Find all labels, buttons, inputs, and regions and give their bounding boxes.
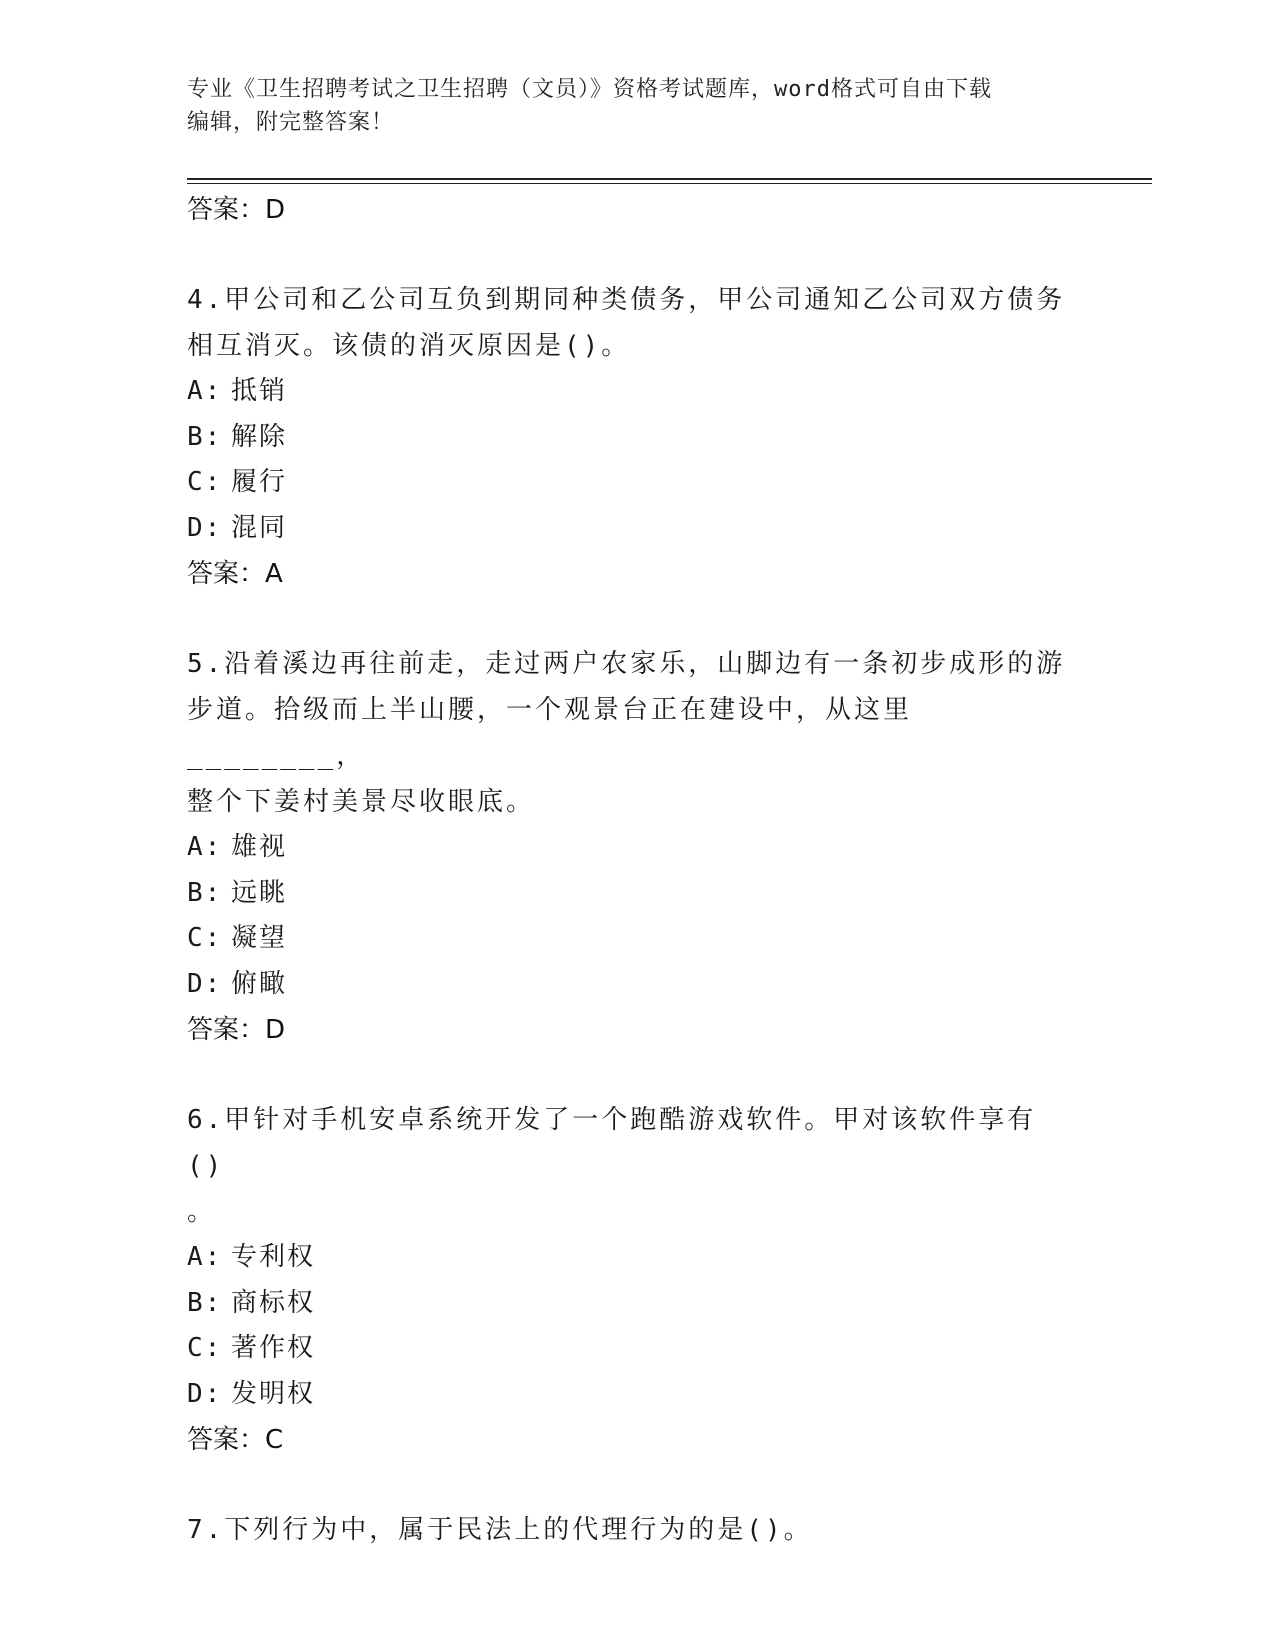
answer-label: 答案： [187,195,266,225]
spacer [187,233,1067,277]
option-text: 俯瞰 [231,968,288,999]
answer-line [187,1417,1067,1463]
question-6-text [187,1097,1067,1235]
option-key: D: [187,1378,223,1409]
option-key: B: [187,877,223,908]
option-text: 著作权 [231,1333,316,1363]
option-text: 解除 [231,421,288,452]
question-line: 5.沿着溪边再往前走，走过两户农家乐，山脚边有一条初步成形的游 [187,649,1066,679]
option-key: D: [187,968,223,999]
option-key: C: [187,1333,223,1363]
header-rule-thin [187,183,1152,184]
spacer [187,597,1067,641]
option-text: 发明权 [231,1378,316,1409]
option-a [187,369,1067,415]
question-7-text [187,1507,1067,1553]
answer-line [187,1007,1067,1053]
option-b [187,871,1067,917]
answer-label: 答案： [187,1425,266,1455]
option-b [187,1281,1067,1327]
option-key: B: [187,1287,223,1318]
option-text: 远眺 [231,877,288,908]
question-line: 步道。拾级而上半山腰，一个观景台正在建设中，从这里________， [187,695,913,771]
question-line: 6.甲针对手机安卓系统开发了一个跑酷游戏软件。甲对该软件享有() [187,1105,1037,1181]
question-line: 7.下列行为中，属于民法上的代理行为的是()。 [187,1515,813,1545]
option-c [187,1326,1067,1372]
question-5-text [187,641,1067,825]
option-key: A: [187,832,223,862]
header-line-1: 专业《卫生招聘考试之卫生招聘（文员）》资格考试题库，word格式可自由下载 [187,77,992,102]
option-key: D: [187,512,223,543]
option-key: C: [187,923,223,953]
option-key: A: [187,1242,223,1272]
option-key: C: [187,467,223,497]
option-c [187,460,1067,506]
option-text: 混同 [231,512,288,543]
answer-value: D [265,1015,286,1045]
option-d [187,506,1067,552]
question-line: 4.甲公司和乙公司互负到期同种类债务，甲公司通知乙公司双方债务 [187,285,1066,315]
option-a [187,1235,1067,1281]
option-key: A: [187,376,223,406]
answer-line [187,187,1067,233]
answer-value: D [265,195,286,225]
option-d [187,962,1067,1008]
question-line: 相互消灭。该债的消灭原因是()。 [187,331,631,361]
option-key: B: [187,421,223,452]
question-line: 。 [187,1197,217,1227]
question-line: 整个下姜村美景尽收眼底。 [187,787,536,817]
spacer [187,1053,1067,1097]
answer-label: 答案： [187,559,266,589]
option-text: 凝望 [231,923,288,953]
answer-value: A [265,559,283,589]
header-rule-thick [187,178,1152,180]
document-header [187,73,1077,139]
option-a [187,825,1067,871]
question-4-text [187,277,1067,369]
option-c [187,916,1067,962]
option-text: 履行 [231,467,288,497]
answer-line [187,551,1067,597]
header-line-2: 编辑，附完整答案！ [187,110,395,135]
option-d [187,1372,1067,1418]
option-text: 商标权 [231,1287,316,1318]
answer-label: 答案： [187,1015,266,1045]
spacer [187,1463,1067,1507]
option-b [187,415,1067,461]
option-text: 专利权 [231,1242,316,1272]
option-text: 抵销 [231,376,288,406]
option-text: 雄视 [231,832,288,862]
question-list [187,187,1067,1553]
answer-value: C [265,1425,284,1455]
